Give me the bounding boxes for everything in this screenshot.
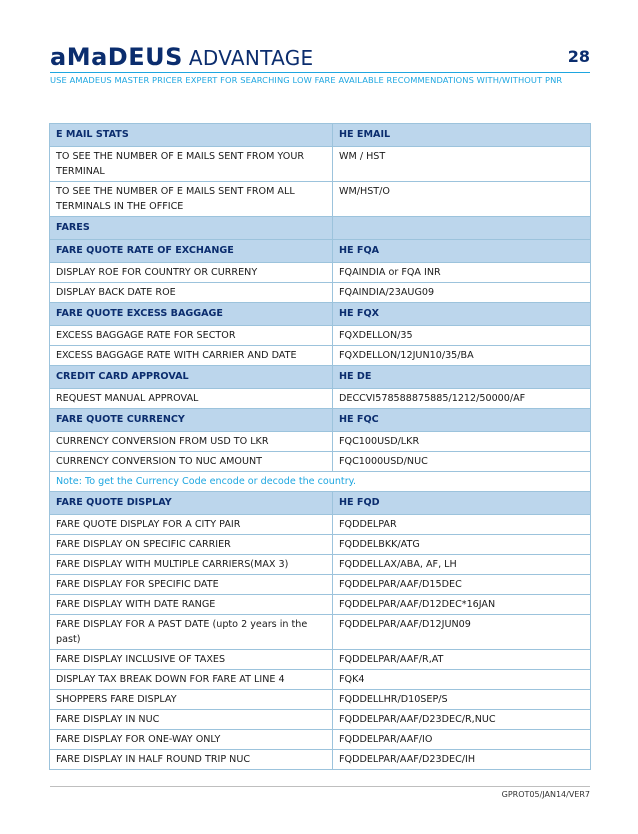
description-cell: CURRENCY CONVERSION FROM USD TO LKR (50, 432, 333, 452)
footer-code: GPROT05/JAN14/VER7 (501, 790, 590, 799)
table-row (50, 555, 591, 575)
note-row (50, 472, 591, 492)
command-cell: FQXDELLON/12JUN10/35/BA (333, 346, 591, 366)
commands-table-body (50, 124, 591, 770)
command-cell: FQDDELLHR/D10SEP/S (333, 690, 591, 710)
table-row (50, 432, 591, 452)
page-header (50, 42, 590, 72)
description-cell: SHOPPERS FARE DISPLAY (50, 690, 333, 710)
help-command-cell: HE FQX (333, 303, 591, 326)
description-cell: DISPLAY TAX BREAK DOWN FOR FARE AT LINE 4 (50, 670, 333, 690)
page-subtitle: USE AMADEUS MASTER PRICER EXPERT FOR SEARCHING LOW FARE AVAILABLE RECOMMENDATIONS WITH/WITHOUT PNR (50, 72, 590, 86)
command-cell: FQXDELLON/35 (333, 326, 591, 346)
command-cell: FQAINDIA or FQA INR (333, 263, 591, 283)
description-cell: FARE DISPLAY INCLUSIVE OF TAXES (50, 650, 333, 670)
section-title: FARE QUOTE RATE OF EXCHANGE (50, 240, 333, 263)
command-cell: FQAINDIA/23AUG09 (333, 283, 591, 303)
command-cell: FQDDELPAR (333, 515, 591, 535)
table-row (50, 535, 591, 555)
page-number: 28 (567, 47, 590, 66)
table-row (50, 263, 591, 283)
amadeus-logo (50, 42, 313, 73)
command-cell: FQDDELPAR/AAF/D23DEC/R,NUC (333, 710, 591, 730)
table-row (50, 690, 591, 710)
description-cell: FARE DISPLAY IN HALF ROUND TRIP NUC (50, 750, 333, 770)
table-row (50, 670, 591, 690)
description-cell: TO SEE THE NUMBER OF E MAILS SENT FROM ALL TERMINALS IN THE OFFICE (50, 182, 333, 217)
help-command-cell (333, 217, 591, 240)
help-command-cell: HE DE (333, 366, 591, 389)
section-header-row (50, 124, 591, 147)
note-text: Note: To get the Currency Code encode or decode the country. (50, 472, 591, 492)
table-row (50, 730, 591, 750)
brand-name: aMaDEUS (50, 43, 183, 71)
table-row (50, 710, 591, 730)
description-cell: TO SEE THE NUMBER OF E MAILS SENT FROM YOUR TERMINAL (50, 147, 333, 182)
section-title: E MAIL STATS (50, 124, 333, 147)
command-cell: FQDDELLAX/ABA, AF, LH (333, 555, 591, 575)
help-command-cell: HE FQA (333, 240, 591, 263)
description-cell: FARE DISPLAY WITH MULTIPLE CARRIERS(MAX 3) (50, 555, 333, 575)
table-row (50, 346, 591, 366)
command-cell: WM/HST/O (333, 182, 591, 217)
description-cell: EXCESS BAGGAGE RATE FOR SECTOR (50, 326, 333, 346)
description-cell: REQUEST MANUAL APPROVAL (50, 389, 333, 409)
section-title: FARES (50, 217, 333, 240)
description-cell: DISPLAY ROE FOR COUNTRY OR CURRENY (50, 263, 333, 283)
table-row (50, 147, 591, 182)
section-header-row (50, 217, 591, 240)
table-row (50, 452, 591, 472)
command-cell: FQK4 (333, 670, 591, 690)
commands-table (49, 123, 591, 770)
command-cell: FQDDELPAR/AAF/D15DEC (333, 575, 591, 595)
help-command-cell: HE FQD (333, 492, 591, 515)
table-row (50, 615, 591, 650)
table-row (50, 389, 591, 409)
command-cell: FQDDELPAR/AAF/D12DEC*16JAN (333, 595, 591, 615)
description-cell: FARE DISPLAY ON SPECIFIC CARRIER (50, 535, 333, 555)
table-row (50, 595, 591, 615)
description-cell: CURRENCY CONVERSION TO NUC AMOUNT (50, 452, 333, 472)
description-cell: EXCESS BAGGAGE RATE WITH CARRIER AND DATE (50, 346, 333, 366)
table-row (50, 515, 591, 535)
table-row (50, 575, 591, 595)
section-header-row (50, 492, 591, 515)
table-row (50, 283, 591, 303)
description-cell: FARE DISPLAY FOR A PAST DATE (upto 2 years in the past) (50, 615, 333, 650)
table-row (50, 182, 591, 217)
brand-suffix: ADVANTAGE (188, 46, 314, 70)
section-title: FARE QUOTE DISPLAY (50, 492, 333, 515)
command-cell: FQDDELPAR/AAF/D12JUN09 (333, 615, 591, 650)
help-command-cell: HE EMAIL (333, 124, 591, 147)
section-header-row (50, 366, 591, 389)
command-cell: FQDDELBKK/ATG (333, 535, 591, 555)
footer-divider (50, 786, 590, 787)
section-header-row (50, 409, 591, 432)
description-cell: FARE DISPLAY FOR SPECIFIC DATE (50, 575, 333, 595)
section-header-row (50, 240, 591, 263)
section-header-row (50, 303, 591, 326)
section-title: FARE QUOTE CURRENCY (50, 409, 333, 432)
command-cell: FQDDELPAR/AAF/R,AT (333, 650, 591, 670)
description-cell: FARE DISPLAY IN NUC (50, 710, 333, 730)
table-row (50, 750, 591, 770)
help-command-cell: HE FQC (333, 409, 591, 432)
command-cell: FQDDELPAR/AAF/IO (333, 730, 591, 750)
description-cell: FARE DISPLAY WITH DATE RANGE (50, 595, 333, 615)
description-cell: DISPLAY BACK DATE ROE (50, 283, 333, 303)
section-title: CREDIT CARD APPROVAL (50, 366, 333, 389)
section-title: FARE QUOTE EXCESS BAGGAGE (50, 303, 333, 326)
table-row (50, 326, 591, 346)
command-cell: FQDDELPAR/AAF/D23DEC/IH (333, 750, 591, 770)
command-cell: FQC1000USD/NUC (333, 452, 591, 472)
command-cell: DECCVI578588875885/1212/50000/AF (333, 389, 591, 409)
command-cell: WM / HST (333, 147, 591, 182)
table-row (50, 650, 591, 670)
command-cell: FQC100USD/LKR (333, 432, 591, 452)
description-cell: FARE QUOTE DISPLAY FOR A CITY PAIR (50, 515, 333, 535)
description-cell: FARE DISPLAY FOR ONE-WAY ONLY (50, 730, 333, 750)
